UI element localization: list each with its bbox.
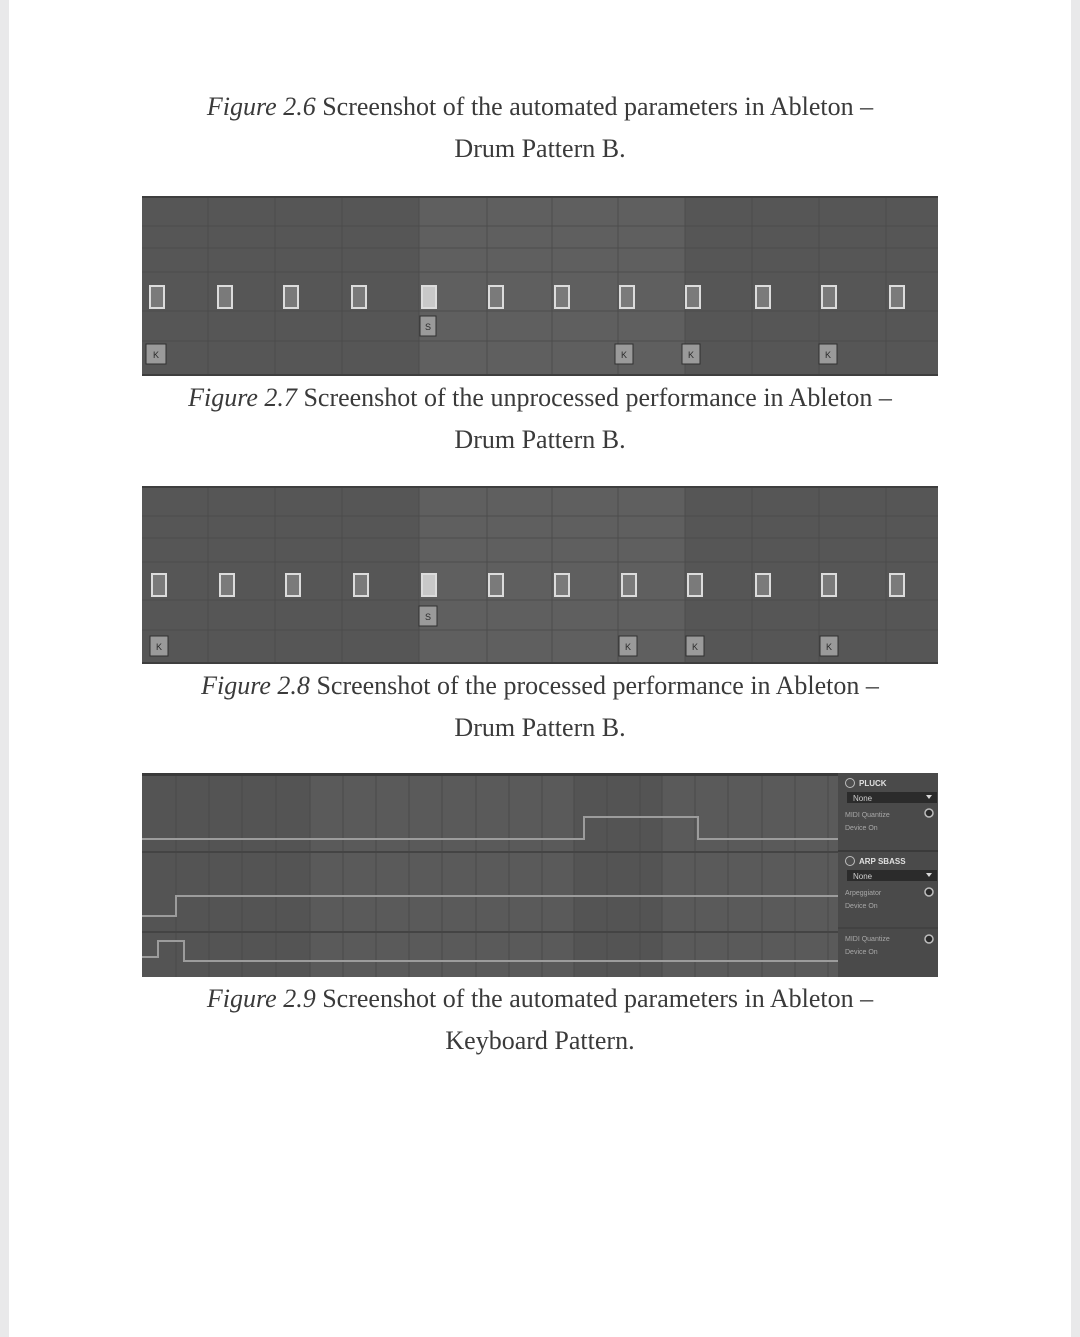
figure-number: Figure 2.6 [206, 92, 316, 121]
caption-line2: Drum Pattern B. [454, 713, 626, 742]
caption-line2: Keyboard Pattern. [445, 1026, 635, 1055]
kick-note-label: K [824, 350, 832, 360]
caption-line2: Drum Pattern B. [454, 134, 626, 163]
figure-caption-2-8 [0, 665, 1080, 749]
kick-note-label: K [687, 350, 695, 360]
arp-param1-sub: Device On [845, 903, 878, 910]
device-title-arp-sbass: ARP SBASS [859, 857, 906, 866]
keyboard-automation-lanes [142, 773, 938, 977]
pluck-param-sub: Device On [845, 825, 878, 832]
kick-note-label: K [155, 642, 163, 652]
caption-line2: Drum Pattern B. [454, 425, 626, 454]
caption-text: Screenshot of the processed performance in Ableton – [309, 671, 879, 700]
kick-note-label: K [620, 350, 628, 360]
caption-text: Screenshot of the unprocessed performance in Ableton – [296, 383, 892, 412]
drum-clip-unprocessed [142, 196, 938, 376]
figure-number: Figure 2.9 [206, 984, 316, 1013]
device-title-pluck: PLUCK [859, 779, 887, 788]
figure-caption-2-9 [0, 978, 1080, 1062]
kick-note-label: K [825, 642, 833, 652]
figure-caption-2-7 [0, 377, 1080, 461]
arp-chooser-value: None [853, 872, 873, 881]
kick-note-label: K [691, 642, 699, 652]
arp-param1-name: Arpeggiator [845, 890, 882, 897]
figure-number: Figure 2.7 [188, 383, 297, 412]
snare-note-label: S [424, 612, 432, 622]
caption-text: Screenshot of the automated parameters in Ableton – [315, 984, 874, 1013]
pluck-param-name: MIDI Quantize [845, 812, 890, 819]
kick-note-label: K [152, 350, 160, 360]
drum-clip-processed [142, 486, 938, 664]
arp-param2-name: MIDI Quantize [845, 936, 890, 943]
snare-note-label: S [424, 322, 432, 332]
figure-number: Figure 2.8 [201, 671, 310, 700]
pluck-chooser-value: None [853, 794, 873, 803]
arp-param2-sub: Device On [845, 949, 878, 956]
figure-caption-2-6 [0, 86, 1080, 170]
caption-text: Screenshot of the automated parameters in Ableton – [315, 92, 874, 121]
kick-note-label: K [624, 642, 632, 652]
